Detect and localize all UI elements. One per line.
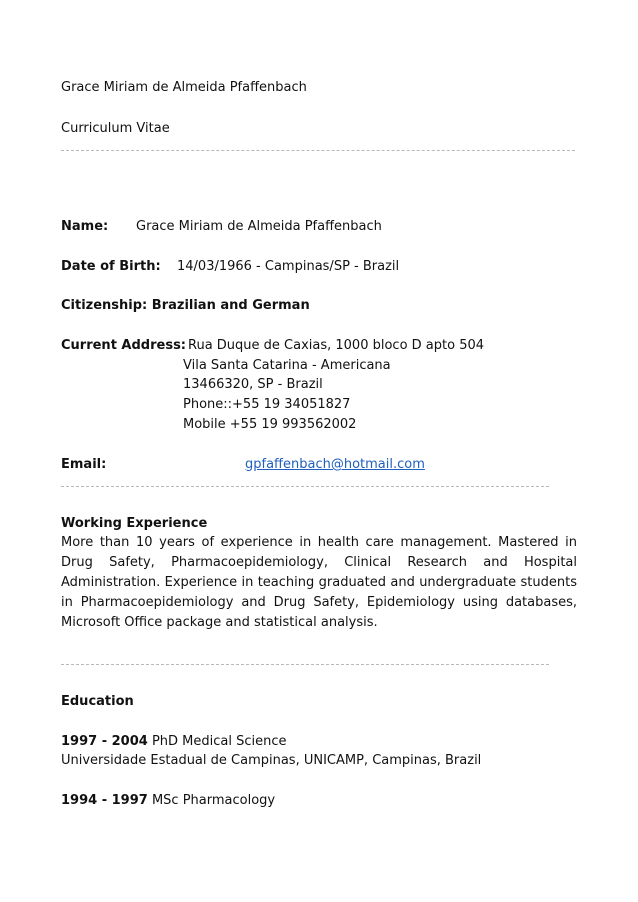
experience-text: More than 10 years of experience in health care management. Mastered in Drug Safety, Pharmacoepidemiology, Clinical Research and Hospital Administration. Experience in teaching graduated and undergraduate students in Pharmacoepidemiology and Drug Safety, Epidemiology using databases, Microsoft Office package and statistical analysis. xyxy=(61,535,577,630)
education-years: 1997 - 2004 xyxy=(61,734,148,749)
name-value: Grace Miriam de Almeida Pfaffenbach xyxy=(136,219,382,234)
email-link[interactable]: gpfaffenbach@hotmail.com xyxy=(245,457,425,472)
education-degree: PhD Medical Science xyxy=(151,734,287,749)
divider-top xyxy=(61,150,575,151)
education-degree: MSc Pharmacology xyxy=(151,793,276,808)
divider-personal xyxy=(61,486,549,487)
mobile-line: Mobile +55 19 993562002 xyxy=(183,417,357,432)
name-label: Name: xyxy=(61,219,109,234)
education-institution: Universidade Estadual de Campinas, UNICAMP, Campinas, Brazil xyxy=(61,753,482,768)
address-label: Current Address: xyxy=(61,338,187,353)
phone-line: Phone::+55 19 34051827 xyxy=(183,397,351,412)
education-heading: Education xyxy=(61,694,134,709)
citizenship: Citizenship: Brazilian and German xyxy=(61,298,310,313)
address-line: Vila Santa Catarina - Americana xyxy=(183,358,391,373)
address-line: Rua Duque de Caxias, 1000 bloco D apto 504 xyxy=(188,338,485,353)
document-title: Grace Miriam de Almeida Pfaffenbach xyxy=(61,80,307,95)
dob-value: 14/03/1966 - Campinas/SP - Brazil xyxy=(177,259,400,274)
education-years: 1994 - 1997 xyxy=(61,793,148,808)
address-line: 13466320, SP - Brazil xyxy=(183,377,323,392)
education-item xyxy=(61,733,287,751)
dob-label: Date of Birth: xyxy=(61,259,161,274)
experience-heading: Working Experience xyxy=(61,516,208,531)
education-item xyxy=(61,792,275,810)
document-subtitle: Curriculum Vitae xyxy=(61,121,170,136)
divider-experience xyxy=(61,664,549,665)
email-label: Email: xyxy=(61,457,107,472)
